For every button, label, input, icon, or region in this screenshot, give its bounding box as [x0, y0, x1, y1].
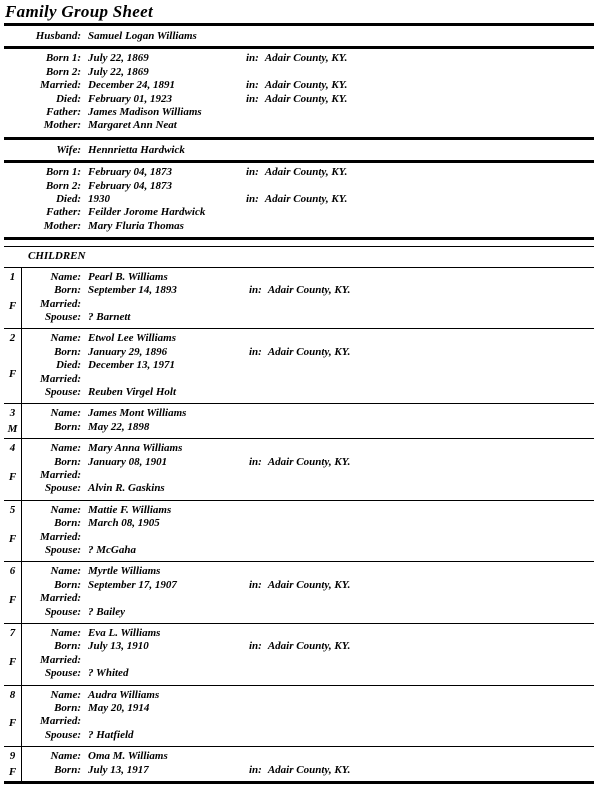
- field-line: [22, 298, 594, 311]
- field-value: Mattie F. Williams: [88, 503, 172, 516]
- field-value: July 22, 1869: [88, 65, 149, 78]
- field-label: Born:: [54, 420, 81, 433]
- field-label: Born 2:: [45, 179, 81, 192]
- in-label: in:: [249, 763, 262, 776]
- field-value: February 04, 1873: [88, 166, 173, 179]
- field-line: [4, 220, 594, 233]
- child-details: [21, 404, 594, 438]
- field-label: Born:: [54, 455, 81, 468]
- in-location: [249, 640, 350, 653]
- field-line: [22, 750, 594, 763]
- field-label: Spouse:: [44, 385, 81, 398]
- field-line: [22, 627, 594, 640]
- child-sex-wrap: [8, 421, 18, 438]
- field-value: Pearl B. Williams: [88, 270, 168, 283]
- child-number-cell: [4, 329, 21, 403]
- field-label: Married:: [40, 372, 81, 385]
- field-line: [22, 332, 594, 345]
- field-value: Alvin R. Gaskins: [88, 482, 165, 495]
- field-value: Mary Anna Williams: [88, 442, 183, 455]
- page-title: Family Group Sheet: [5, 2, 154, 21]
- in-value: Adair County, KY.: [267, 640, 351, 653]
- field-line: [22, 764, 594, 777]
- child-number-cell: [4, 439, 21, 500]
- child-sex: F: [8, 594, 17, 607]
- field-line: [22, 373, 594, 386]
- field-line: [22, 407, 594, 420]
- in-label: in:: [246, 166, 259, 179]
- child-sex: F: [8, 470, 17, 483]
- field-label: Name:: [50, 407, 81, 420]
- husband-name: Samuel Logan Williams: [88, 30, 197, 42]
- child-sex: F: [8, 717, 17, 730]
- field-line: [22, 456, 594, 469]
- field-line: [22, 271, 594, 284]
- field-label: Born:: [54, 640, 81, 653]
- field-label: Name:: [50, 332, 81, 345]
- child-details: [21, 501, 594, 562]
- field-value: July 13, 1910: [88, 640, 149, 653]
- field-value: Etwol Lee Williams: [88, 332, 177, 345]
- field-label: Born:: [54, 763, 81, 776]
- child-sex: F: [8, 367, 17, 380]
- child-sex-wrap: [9, 640, 16, 684]
- field-label: Married:: [40, 653, 81, 666]
- child-details: [21, 624, 594, 685]
- field-label: Born:: [54, 517, 81, 530]
- field-value: May 22, 1898: [88, 420, 150, 433]
- in-value: Adair County, KY.: [267, 578, 351, 591]
- field-line: [22, 346, 594, 359]
- field-line: [4, 193, 594, 206]
- field-line: [22, 565, 594, 578]
- field-line: [22, 284, 594, 297]
- in-label: in:: [249, 284, 262, 297]
- field-line: [22, 421, 594, 434]
- field-value: ? Whited: [88, 667, 129, 680]
- child-details: [21, 686, 594, 747]
- in-value: Adair County, KY.: [264, 79, 348, 92]
- field-value: September 17, 1907: [88, 578, 177, 591]
- in-location: [249, 284, 350, 297]
- in-label: in:: [246, 193, 259, 206]
- field-line: [22, 517, 594, 530]
- field-line: [4, 52, 594, 65]
- field-line: [22, 442, 594, 455]
- field-value: September 14, 1893: [88, 284, 177, 297]
- field-line: [4, 166, 594, 179]
- in-value: Adair County, KY.: [267, 455, 351, 468]
- field-label: Name:: [50, 627, 81, 640]
- field-label: Born:: [54, 578, 81, 591]
- field-label: Born 1:: [45, 166, 81, 179]
- child-sex-wrap: [9, 346, 16, 404]
- field-value: ? McGaha: [88, 544, 136, 556]
- child-number: 1: [9, 270, 16, 283]
- child-row: [4, 562, 594, 624]
- in-value: Adair County, KY.: [264, 166, 348, 179]
- child-number-cell: [4, 404, 21, 438]
- field-label: Married:: [40, 297, 81, 310]
- field-value: July 22, 1869: [88, 52, 149, 65]
- child-number: 4: [9, 442, 16, 455]
- wife-name: Hennrietta Hardwick: [88, 143, 185, 156]
- field-label: Married:: [40, 592, 81, 605]
- child-details: [21, 439, 594, 500]
- in-label: in:: [246, 79, 259, 92]
- in-value: Adair County, KY.: [267, 345, 351, 358]
- field-line: [22, 482, 594, 495]
- child-number: 9: [9, 750, 16, 763]
- field-value: December 24, 1891: [88, 79, 176, 92]
- in-location: [246, 79, 347, 92]
- field-label: Spouse:: [44, 310, 81, 323]
- field-label: Mother:: [43, 119, 81, 132]
- field-label: Born:: [54, 702, 81, 715]
- field-line: [4, 66, 594, 79]
- field-line: [22, 386, 594, 399]
- field-line: [22, 531, 594, 544]
- field-label: Born 1:: [45, 52, 81, 65]
- field-line: [22, 359, 594, 372]
- field-line: [22, 592, 594, 605]
- child-number: 8: [9, 688, 16, 701]
- field-value: ? Bailey: [88, 605, 125, 618]
- in-location: [249, 764, 350, 777]
- field-line: [22, 544, 594, 557]
- field-value: Margaret Ann Neat: [88, 119, 177, 132]
- field-label: Spouse:: [44, 667, 81, 680]
- child-sex: M: [7, 422, 18, 435]
- child-row: [4, 747, 594, 784]
- field-value: January 08, 1901: [88, 455, 168, 468]
- field-line: [22, 504, 594, 517]
- husband-details: [4, 49, 594, 136]
- child-number: 2: [9, 332, 16, 345]
- field-line: [22, 715, 594, 728]
- child-number: 6: [9, 565, 16, 578]
- child-sex-wrap: [9, 284, 16, 328]
- field-label: Spouse:: [44, 728, 81, 741]
- field-value: Myrtle Williams: [88, 565, 161, 578]
- field-value: Eva L. Williams: [88, 627, 161, 640]
- field-line: [22, 667, 594, 680]
- field-label: Died:: [55, 359, 81, 372]
- child-sex: F: [8, 532, 17, 545]
- field-label: Born 2:: [45, 65, 81, 78]
- field-label: Father:: [46, 106, 81, 119]
- child-details: [21, 329, 594, 403]
- field-value: ? Hatfield: [88, 728, 134, 741]
- field-value: May 20, 1914: [88, 702, 150, 715]
- field-value: Audra Williams: [88, 688, 160, 701]
- in-label: in:: [246, 52, 259, 65]
- field-label: Spouse:: [44, 544, 81, 556]
- field-line: [22, 579, 594, 592]
- field-label: Born:: [54, 345, 81, 358]
- field-value: Oma M. Williams: [88, 750, 168, 763]
- child-number-cell: [4, 501, 21, 562]
- in-location: [249, 579, 350, 592]
- children-section-title: CHILDREN: [28, 250, 86, 263]
- child-row: [4, 329, 594, 404]
- in-location: [246, 93, 347, 106]
- field-label: Married:: [40, 530, 81, 543]
- field-label: Name:: [50, 270, 81, 283]
- field-line: [22, 702, 594, 715]
- in-value: Adair County, KY.: [267, 284, 351, 297]
- child-number-cell: [4, 747, 21, 781]
- in-location: [246, 166, 347, 179]
- field-label: Father:: [46, 206, 81, 219]
- child-number-cell: [4, 562, 21, 623]
- field-label: Name:: [50, 688, 81, 701]
- wife-header-row: [4, 140, 594, 160]
- field-value: Mary Fluria Thomas: [88, 219, 184, 232]
- field-label: Born:: [54, 284, 81, 297]
- child-sex-wrap: [9, 456, 16, 500]
- field-label: Name:: [50, 503, 81, 516]
- children-section-header: [4, 246, 594, 266]
- field-line: [4, 93, 594, 106]
- field-value: James Mont Williams: [88, 407, 187, 420]
- field-line: [4, 106, 594, 119]
- child-details: [21, 562, 594, 623]
- child-sex-wrap: [9, 764, 16, 781]
- field-line: [22, 729, 594, 742]
- child-sex-wrap: [9, 517, 16, 561]
- child-row: [4, 686, 594, 748]
- field-line: [22, 654, 594, 667]
- husband-role-label: Husband:: [35, 30, 81, 42]
- field-label: Married:: [40, 715, 81, 728]
- field-line: [22, 640, 594, 653]
- child-number-cell: [4, 686, 21, 747]
- wife-details: [4, 163, 594, 237]
- child-details: [21, 747, 594, 781]
- divider-wife-end: [4, 237, 594, 240]
- field-value: July 13, 1917: [88, 763, 149, 776]
- field-line: [22, 689, 594, 702]
- field-label: Died:: [55, 193, 81, 206]
- in-location: [246, 193, 347, 206]
- field-value: 1930: [88, 193, 110, 206]
- child-number: 5: [9, 503, 16, 516]
- field-label: Spouse:: [44, 482, 81, 495]
- child-details: [21, 268, 594, 329]
- field-value: March 08, 1905: [88, 517, 160, 530]
- child-number-cell: [4, 624, 21, 685]
- field-label: Name:: [50, 565, 81, 578]
- in-label: in:: [249, 578, 262, 591]
- field-value: February 04, 1873: [88, 179, 173, 192]
- child-number-cell: [4, 268, 21, 329]
- child-row: [4, 439, 594, 501]
- in-label: in:: [249, 455, 262, 468]
- field-label: Name:: [50, 442, 81, 455]
- child-row: [4, 501, 594, 563]
- in-value: Adair County, KY.: [264, 52, 348, 65]
- in-value: Adair County, KY.: [264, 92, 348, 105]
- children-table: [4, 267, 594, 784]
- child-row: [4, 624, 594, 686]
- field-label: Married:: [40, 468, 81, 481]
- field-line: [22, 469, 594, 482]
- field-value: February 01, 1923: [88, 92, 173, 105]
- field-value: January 29, 1896: [88, 345, 168, 358]
- in-label: in:: [249, 640, 262, 653]
- field-value: James Madison Williams: [88, 106, 202, 119]
- child-row: [4, 404, 594, 439]
- child-row: [4, 268, 594, 330]
- field-label: Married:: [40, 79, 81, 92]
- field-value: ? Barnett: [88, 310, 131, 323]
- field-line: [4, 79, 594, 92]
- child-sex-wrap: [9, 702, 16, 746]
- in-location: [249, 456, 350, 469]
- field-line: [22, 311, 594, 324]
- field-line: [4, 119, 594, 132]
- in-value: Adair County, KY.: [267, 763, 351, 776]
- field-label: Mother:: [43, 219, 81, 232]
- child-sex: F: [8, 765, 17, 778]
- in-location: [249, 346, 350, 359]
- field-label: Spouse:: [44, 605, 81, 618]
- child-sex: F: [8, 299, 17, 312]
- child-sex-wrap: [9, 579, 16, 623]
- in-label: in:: [249, 345, 262, 358]
- field-label: Died:: [55, 92, 81, 105]
- field-line: [4, 180, 594, 193]
- in-location: [246, 52, 347, 65]
- husband-header-row: [4, 26, 594, 46]
- child-sex: F: [8, 655, 17, 668]
- field-label: Name:: [50, 750, 81, 763]
- in-label: in:: [246, 92, 259, 105]
- field-line: [4, 206, 594, 219]
- field-line: [22, 606, 594, 619]
- field-value: Feilder Jorome Hardwick: [88, 206, 206, 219]
- child-number: 7: [9, 627, 16, 640]
- field-value: December 13, 1971: [88, 359, 176, 372]
- field-value: Reuben Virgel Holt: [88, 385, 177, 398]
- wife-role-label: Wife:: [56, 143, 81, 156]
- in-value: Adair County, KY.: [264, 193, 348, 206]
- child-number: 3: [9, 407, 16, 420]
